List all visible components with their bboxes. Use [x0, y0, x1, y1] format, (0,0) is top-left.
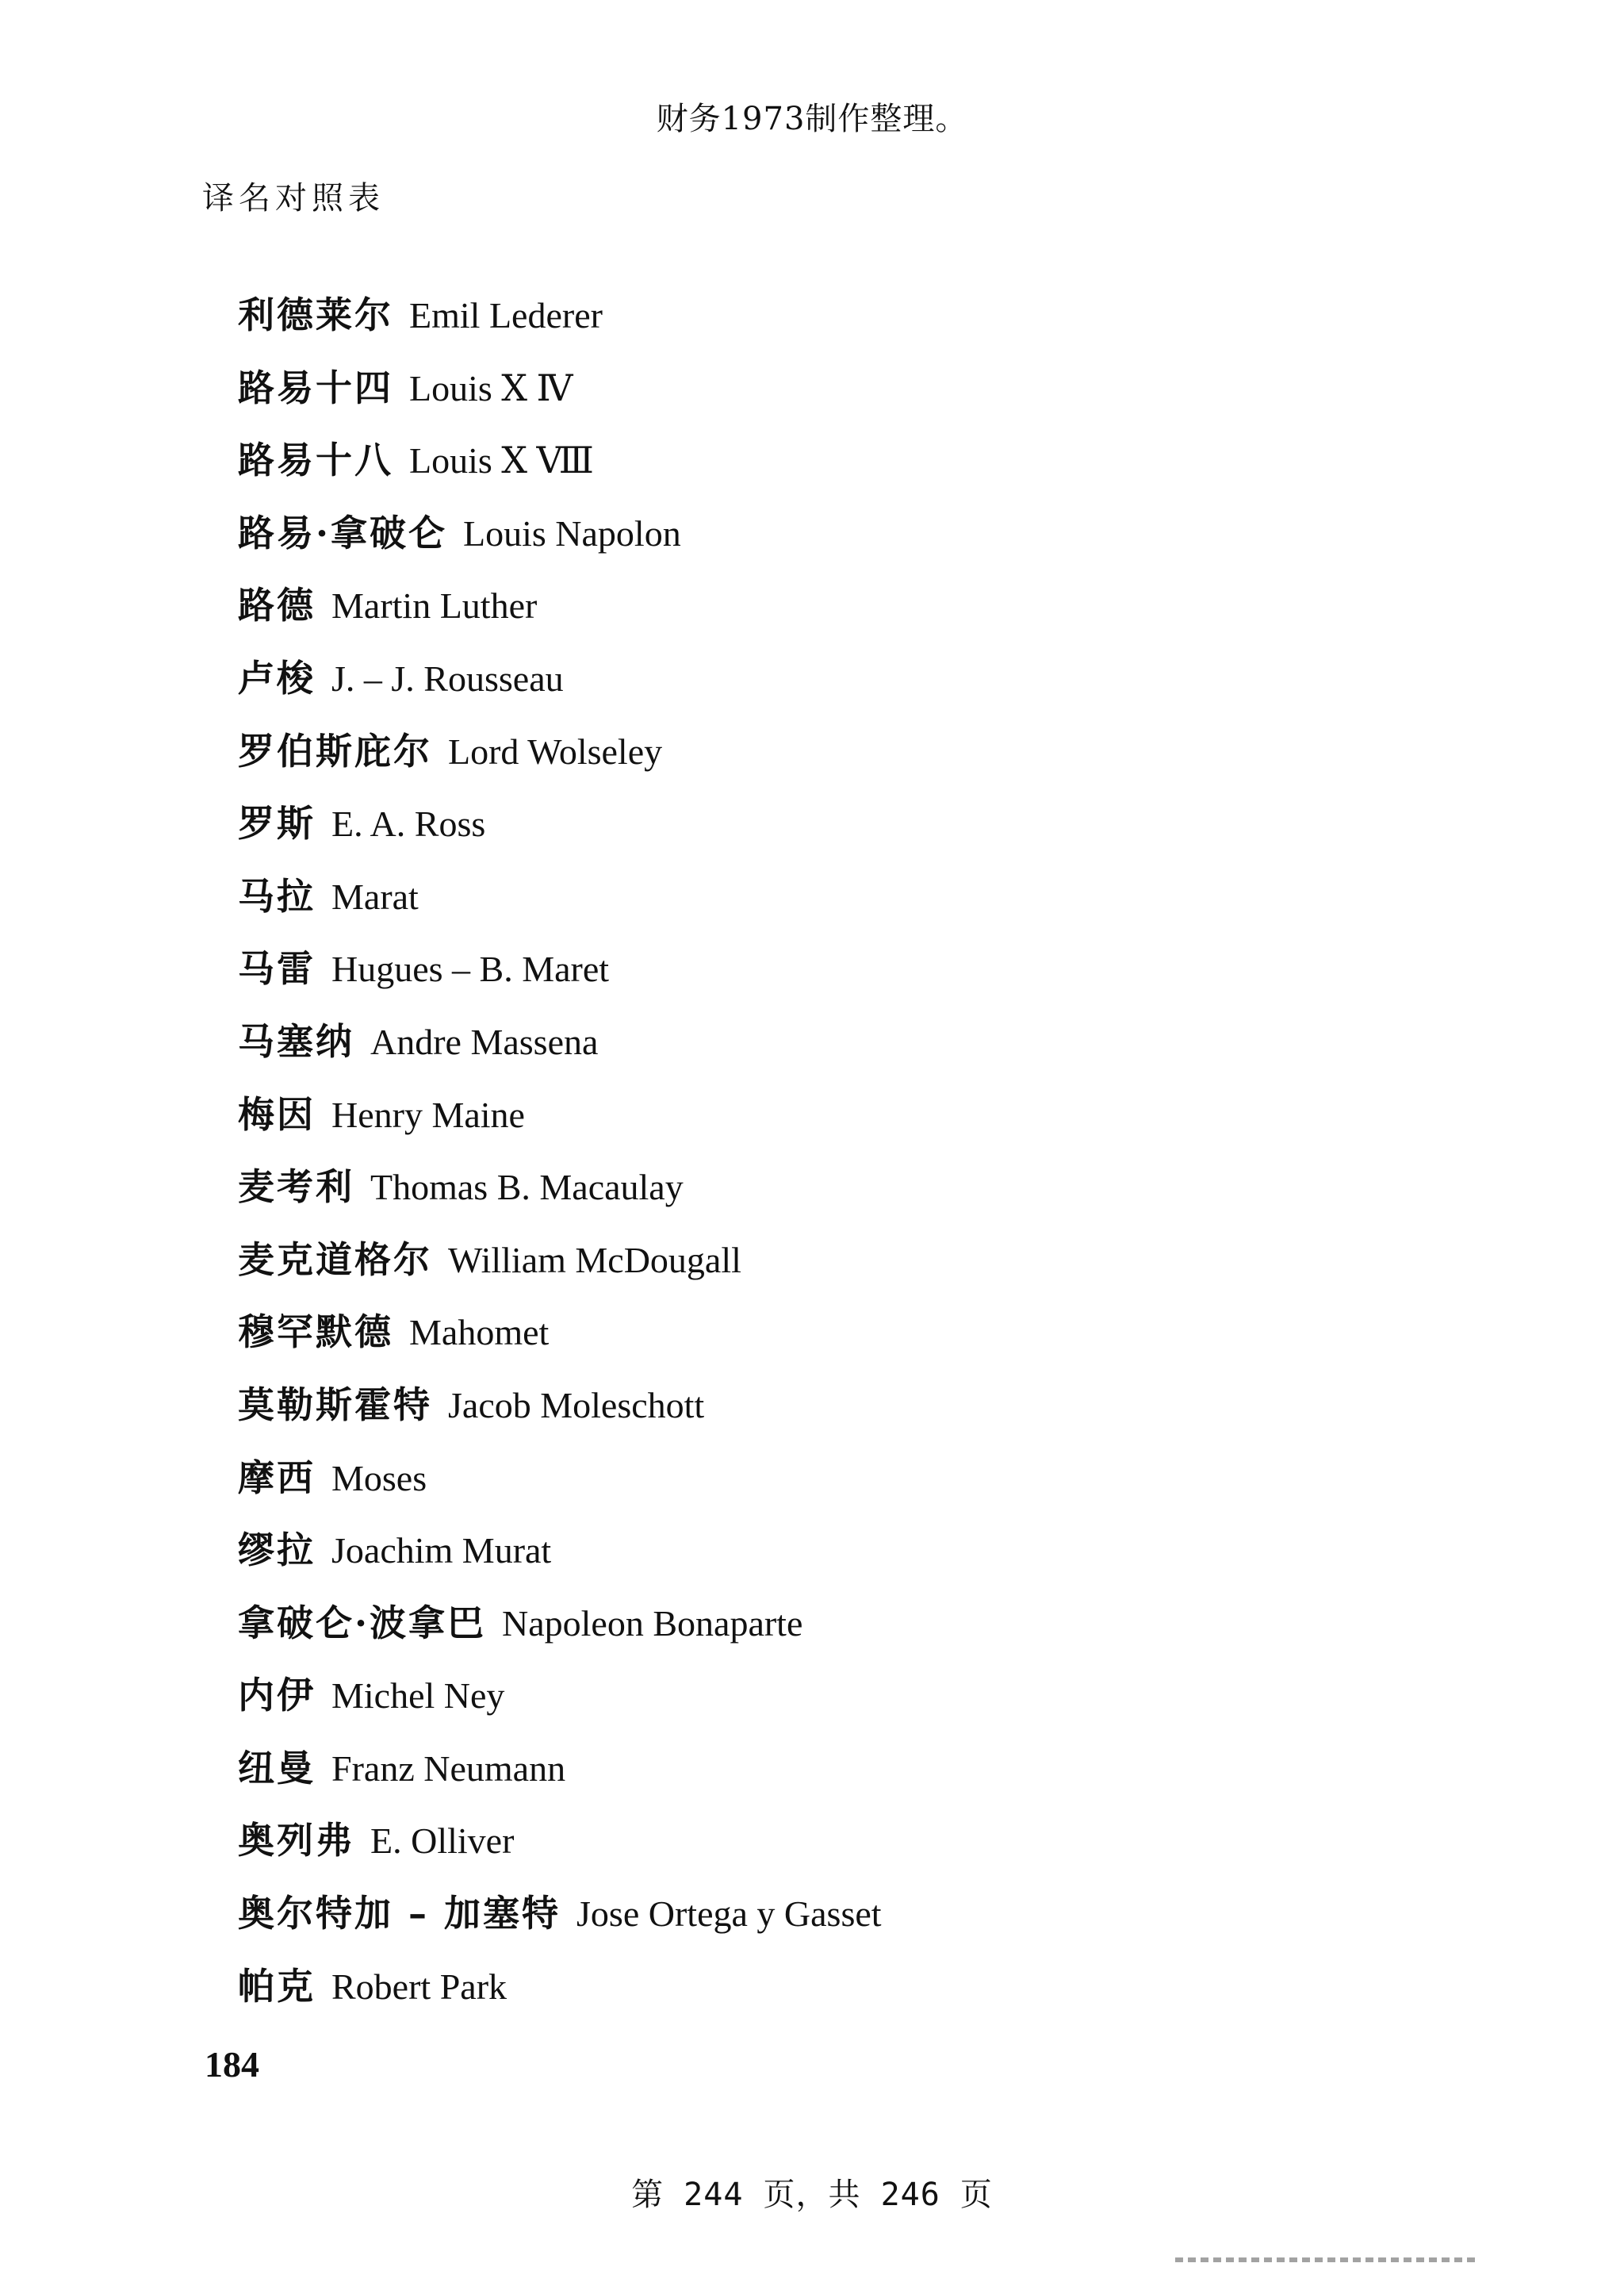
glossary-entry	[238, 1307, 882, 1380]
glossary-entry	[238, 1235, 882, 1308]
western-name: Lord Wolseley	[448, 731, 663, 772]
chinese-name: 路易·拿破仑	[238, 511, 448, 554]
glossary-entry	[238, 1453, 882, 1526]
chinese-name: 卢梭	[238, 656, 316, 700]
western-name: E. A. Ross	[331, 804, 486, 845]
glossary-entry	[238, 799, 882, 872]
section-title: 译名对照表	[202, 180, 385, 217]
chinese-name: 拿破仑·波拿巴	[238, 1601, 487, 1644]
western-name: Marat	[331, 876, 419, 917]
glossary-entry	[238, 363, 882, 436]
western-name: Andre Massena	[370, 1021, 599, 1062]
glossary-entry	[238, 1743, 882, 1816]
glossary-entry	[238, 508, 882, 581]
page-footer: 第 244 页，共 246 页	[631, 2177, 993, 2213]
chinese-name: 纽曼	[238, 1746, 316, 1789]
chinese-name: 麦考利	[238, 1165, 354, 1209]
glossary-entry	[238, 435, 882, 508]
western-name: J. – J. Rousseau	[331, 658, 564, 699]
western-name: Jacob Moleschott	[448, 1384, 705, 1425]
glossary-entry	[238, 1525, 882, 1598]
chinese-name: 路德	[238, 584, 316, 627]
glossary-entry	[238, 290, 882, 363]
chinese-name: 路易十四	[238, 366, 393, 409]
glossary-entry	[238, 1671, 882, 1743]
glossary-entry	[238, 581, 882, 654]
western-name: Napoleon Bonaparte	[502, 1602, 803, 1644]
glossary-entry	[238, 727, 882, 800]
glossary-entry	[238, 1090, 882, 1163]
glossary-entry	[238, 1380, 882, 1453]
page-number: 184	[205, 2044, 259, 2085]
western-name: Franz Neumann	[331, 1747, 566, 1789]
glossary-entry	[238, 654, 882, 727]
glossary-entry	[238, 944, 882, 1017]
glossary-entry	[238, 1017, 882, 1090]
chinese-name: 麦克道格尔	[238, 1237, 432, 1281]
glossary-entry	[238, 872, 882, 945]
western-name: E. Olliver	[370, 1820, 515, 1862]
chinese-name: 马拉	[238, 874, 316, 918]
glossary-entry	[238, 1889, 882, 1962]
western-name: Henry Maine	[331, 1094, 525, 1135]
chinese-name: 梅因	[238, 1092, 316, 1136]
chinese-name: 路易十八	[238, 439, 393, 482]
chinese-name: 罗伯斯庇尔	[238, 729, 432, 773]
chinese-name: 奥尔特加 – 加塞特	[238, 1892, 561, 1935]
western-name: Martin Luther	[331, 585, 538, 627]
chinese-name: 马雷	[238, 947, 316, 991]
western-name: Robert Park	[331, 1966, 508, 2007]
western-name: Emil Lederer	[409, 295, 603, 336]
glossary-entry	[238, 1962, 882, 2035]
western-name: Thomas B. Macaulay	[370, 1167, 684, 1208]
glossary-list	[238, 290, 882, 2034]
scan-artifact	[1175, 2257, 1477, 2262]
western-name: Moses	[331, 1457, 427, 1498]
western-name: Hugues – B. Maret	[331, 949, 610, 990]
chinese-name: 帕克	[238, 1964, 316, 2008]
watermark-text: 财务1973制作整理。	[656, 101, 968, 137]
western-name: Louis Napolon	[463, 512, 681, 554]
chinese-name: 穆罕默德	[238, 1310, 393, 1354]
western-name: Michel Ney	[331, 1675, 505, 1717]
chinese-name: 利德莱尔	[238, 293, 393, 336]
glossary-entry	[238, 1598, 882, 1671]
chinese-name: 奥列弗	[238, 1819, 354, 1862]
western-name: Louis Ⅹ Ⅷ	[409, 440, 594, 481]
glossary-entry	[238, 1162, 882, 1235]
western-name: Louis Ⅹ Ⅳ	[409, 367, 573, 409]
chinese-name: 摩西	[238, 1456, 316, 1499]
chinese-name: 缪拉	[238, 1529, 316, 1572]
western-name: Jose Ortega y Gasset	[576, 1893, 882, 1935]
western-name: Joachim Murat	[331, 1530, 552, 1571]
chinese-name: 内伊	[238, 1674, 316, 1717]
western-name: Mahomet	[409, 1312, 550, 1353]
chinese-name: 莫勒斯霍特	[238, 1383, 432, 1426]
chinese-name: 罗斯	[238, 802, 316, 846]
western-name: William McDougall	[448, 1239, 741, 1280]
glossary-entry	[238, 1816, 882, 1889]
chinese-name: 马塞纳	[238, 1019, 354, 1063]
